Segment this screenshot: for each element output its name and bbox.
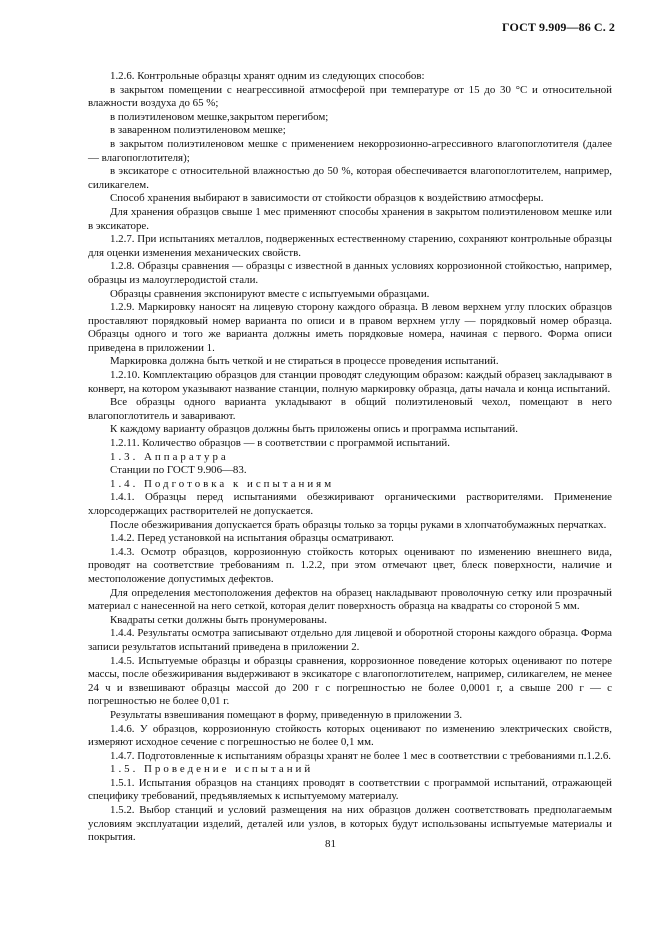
paragraph: 1.2.8. Образцы сравнения — образцы с известной в данных условиях коррозионной стойкостью, например, образцы из малоуглеродистой стали. (88, 260, 612, 286)
paragraph: 1.2.7. При испытаниях металлов, подверженных естественному старению, сохраняют контрольные образцы для оценки изменения механических свойств. (88, 233, 612, 259)
paragraph: К каждому варианту образцов должны быть приложены опись и программа испытаний. (110, 423, 518, 436)
paragraph: 1.5.2. Выбор станций и условий размещения на них образцов должен соответствовать предполагаемым условиям эксплуатации изделий, деталей или узлов, в которых будут использованы испытуемые материалы и покрытия. (88, 804, 612, 844)
document-body (88, 70, 612, 845)
paragraph: 1.2.6. Контрольные образцы хранят одним из следующих способов: (110, 70, 425, 82)
paragraph: 1.4.1. Образцы перед испытаниями обезжиривают органическими растворителями. Применение хлорсодержащих растворителей не допускается. (88, 491, 612, 517)
page-header: ГОСТ 9.909—86 С. 2 (502, 20, 615, 34)
paragraph: в полиэтиленовом мешке,закрытом перегибом; (110, 110, 329, 123)
paragraph: в закрытом помещении с неагрессивной атмосферой при температуре от 15 до 30 °С и относительной влажности воздуха до 65 %; (88, 83, 612, 110)
paragraph: 1.4.6. У образцов, коррозионную стойкость которых оценивают по изменению электрических свойств, измеряют исходное сечение с погрешностью не более 0,1 мм. (88, 722, 612, 749)
paragraph: Маркировка должна быть четкой и не стираться в процессе проведения испытаний. (110, 355, 499, 368)
paragraph: 1.4.3. Осмотр образцов, коррозионную стойкость которых оценивают по изменению внешнего вида, проводят на соответствие требованиям п. 1.2.2, при этом отмечают цвет, блеск поверхности, наличие и местоположение допустимых дефектов. (88, 545, 612, 585)
paragraph: Результаты взвешивания помещают в форму, приведенную в приложении 3. (110, 708, 463, 721)
paragraph: Способ хранения выбирают в зависимости от стойкости образцов к воздействию атмосферы. (110, 192, 544, 205)
paragraph: Все образцы одного варианта укладывают в общий полиэтиленовый чехол, помещают в него влагопоглотитель и заваривают. (88, 396, 612, 422)
paragraph: После обезжиривания допускается брать образцы только за торцы руками в хлопчатобумажных перчатках. (110, 518, 607, 531)
paragraph: 1.2.10. Комплектацию образцов для станции проводят следующим образом: каждый образец закладывают в конверт, на котором указывают название станции, полную маркировку образца, даты начала и конца испытаний. (88, 369, 612, 395)
paragraph: в эксикаторе с относительной влажностью до 50 %, которая обеспечивается влагопоглотителем, например, силикагелем. (88, 165, 612, 191)
paragraph: 1.4.4. Результаты осмотра записывают отдельно для лицевой и оборотной стороны каждого образца. Форма записи результатов испытаний приведена в приложении 2. (88, 627, 612, 653)
paragraph: Образцы сравнения экспонируют вместе с испытуемыми образцами. (110, 287, 430, 300)
page-number: 81 (325, 838, 336, 850)
paragraph: 1.2.9. Маркировку наносят на лицевую сторону каждого образца. В левом верхнем углу плоских образцов проставляют порядковый номер варианта по описи и в правом верхнем углу — порядковый номер образца. Образцы одного и того же варианта должны иметь порядковые номера, начиная с первого. Форма описи приведена в приложении 1. (88, 301, 612, 354)
section-heading: 1.4. Подготовка к испытаниям (110, 477, 335, 490)
paragraph: Для хранения образцов свыше 1 мес применяют способы хранения в закрытом полиэтиленовом мешке или в эксикаторе. (88, 205, 612, 232)
section-heading: 1.3. Аппаратура (110, 450, 229, 463)
section-heading: 1.5. Проведение испытаний (110, 763, 314, 776)
paragraph: 1.2.11. Количество образцов — в соответствии с программой испытаний. (110, 437, 450, 450)
paragraph: 1.4.7. Подготовленные к испытаниям образцы хранят не более 1 мес в соответствии с требованиями п.1.2.6. (110, 749, 612, 762)
paragraph: Станции по ГОСТ 9.906—83. (110, 464, 247, 477)
paragraph: Квадраты сетки должны быть пронумерованы. (110, 613, 327, 626)
paragraph: Для определения местоположения дефектов на образец накладывают проволочную сетку или прозрачный материал с нанесенной на него сеткой, которая делит поверхность образца на квадраты со стороной 5 мм. (88, 586, 612, 613)
paragraph: в заваренном полиэтиленовом мешке; (110, 124, 286, 137)
paragraph: 1.5.1. Испытания образцов на станциях проводят в соответствии с программой испытаний, отражающей специфику требований, предъявляемых к испытуемому материалу. (88, 776, 612, 803)
paragraph: в закрытом полиэтиленовом мешке с применением некоррозионно-агрессивного влагопоглотителя (далее — влагопоглотителя); (88, 137, 612, 164)
paragraph: 1.4.5. Испытуемые образцы и образцы сравнения, коррозионное поведение которых оценивают по потере массы, после обезжиривания выдерживают в эксикаторе с влагопоглотителем, например, силикагелем, не менее 24 ч и взвешивают образцы массой до 200 г с погрешностью не более 0,0001 г, а свыше 200 г — с погрешностью не более 0,01 г. (88, 654, 612, 708)
paragraph: 1.4.2. Перед установкой на испытания образцы осматривают. (110, 532, 394, 545)
